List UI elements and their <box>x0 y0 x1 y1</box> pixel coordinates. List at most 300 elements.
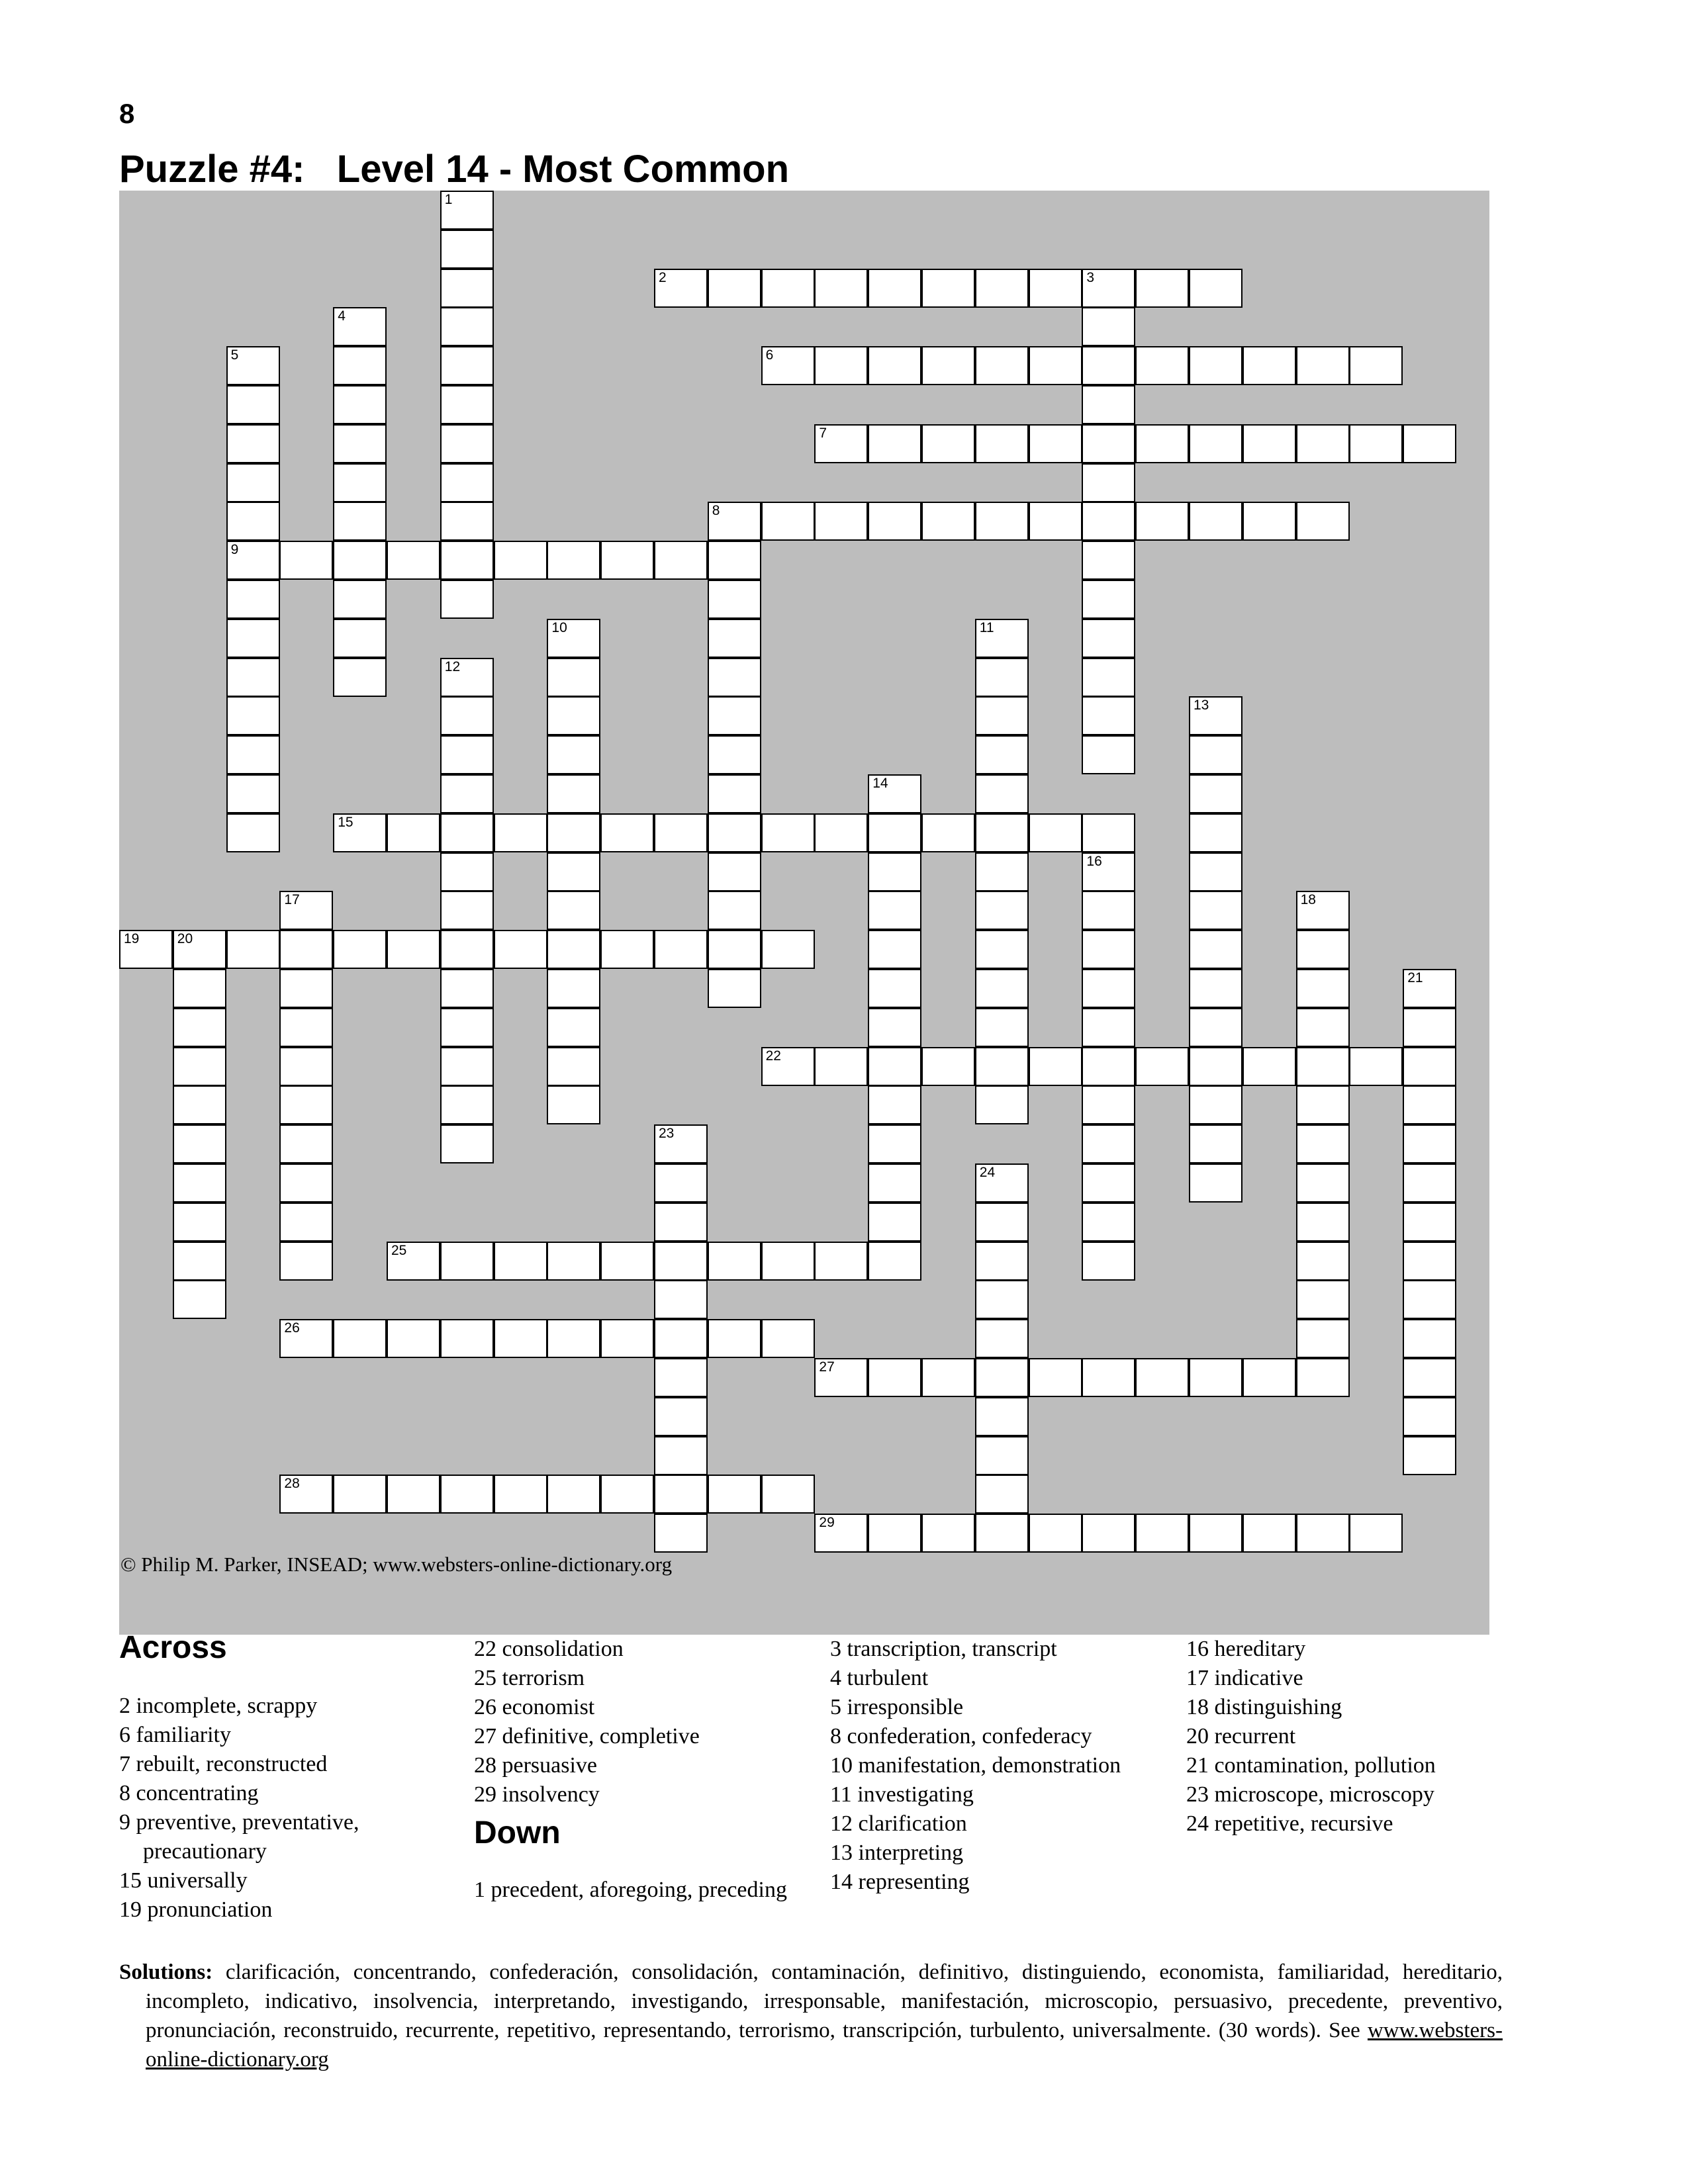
grid-cell[interactable] <box>1403 1085 1456 1124</box>
grid-cell[interactable] <box>440 1124 494 1163</box>
grid-cell[interactable] <box>1029 346 1082 385</box>
grid-cell[interactable] <box>1082 1514 1135 1553</box>
grid-cell[interactable] <box>1082 735 1135 774</box>
grid-cell[interactable] <box>654 930 708 969</box>
grid-cell[interactable] <box>547 852 600 891</box>
grid-cell[interactable] <box>1082 463 1135 502</box>
grid-cell[interactable] <box>440 813 494 852</box>
grid-cell[interactable] <box>387 813 440 852</box>
grid-cell[interactable] <box>761 930 815 969</box>
grid-cell[interactable] <box>1349 1514 1403 1553</box>
grid-cell[interactable] <box>226 502 280 541</box>
grid-cell[interactable] <box>654 1358 708 1397</box>
grid-cell[interactable] <box>226 424 280 463</box>
grid-cell[interactable] <box>1296 1242 1350 1281</box>
grid-cell[interactable] <box>279 891 333 930</box>
grid-cell[interactable] <box>1189 1008 1243 1047</box>
grid-cell[interactable] <box>975 1514 1029 1553</box>
grid-cell[interactable] <box>1135 269 1189 308</box>
grid-cell[interactable] <box>654 1319 708 1358</box>
grid-cell[interactable] <box>814 813 868 852</box>
grid-cell[interactable] <box>868 269 921 308</box>
grid-cell[interactable] <box>1082 1203 1135 1242</box>
grid-cell[interactable] <box>921 813 975 852</box>
grid-cell[interactable] <box>1082 930 1135 969</box>
grid-cell[interactable] <box>1082 502 1135 541</box>
grid-cell[interactable] <box>1189 1514 1243 1553</box>
grid-cell[interactable] <box>921 1514 975 1553</box>
grid-cell[interactable] <box>975 346 1029 385</box>
grid-cell[interactable] <box>119 930 173 969</box>
grid-cell[interactable] <box>440 346 494 385</box>
grid-cell[interactable] <box>708 969 761 1008</box>
grid-cell[interactable] <box>440 541 494 580</box>
grid-cell[interactable] <box>654 1203 708 1242</box>
grid-cell[interactable] <box>1029 1047 1082 1086</box>
grid-cell[interactable] <box>761 1242 815 1281</box>
grid-cell[interactable] <box>1243 346 1296 385</box>
grid-cell[interactable] <box>387 1242 440 1281</box>
grid-cell[interactable] <box>868 1203 921 1242</box>
grid-cell[interactable] <box>494 1475 547 1514</box>
grid-cell[interactable] <box>975 1242 1029 1281</box>
grid-cell[interactable] <box>547 696 600 735</box>
grid-cell[interactable] <box>547 658 600 697</box>
grid-cell[interactable] <box>440 502 494 541</box>
grid-cell[interactable] <box>814 502 868 541</box>
grid-cell[interactable] <box>440 774 494 813</box>
grid-cell[interactable] <box>1082 346 1135 385</box>
grid-cell[interactable] <box>440 1242 494 1281</box>
grid-cell[interactable] <box>1403 1203 1456 1242</box>
grid-cell[interactable] <box>226 813 280 852</box>
grid-cell[interactable] <box>333 813 387 852</box>
grid-cell[interactable] <box>440 1085 494 1124</box>
grid-cell[interactable] <box>173 1124 226 1163</box>
grid-cell[interactable] <box>868 1124 921 1163</box>
grid-cell[interactable] <box>975 930 1029 969</box>
grid-cell[interactable] <box>1135 1514 1189 1553</box>
grid-cell[interactable] <box>975 696 1029 735</box>
grid-cell[interactable] <box>868 1047 921 1086</box>
grid-cell[interactable] <box>975 774 1029 813</box>
grid-cell[interactable] <box>1349 1047 1403 1086</box>
grid-cell[interactable] <box>226 385 280 424</box>
grid-cell[interactable] <box>1189 1047 1243 1086</box>
grid-cell[interactable] <box>1082 424 1135 463</box>
grid-cell[interactable] <box>440 424 494 463</box>
grid-cell[interactable] <box>761 502 815 541</box>
grid-cell[interactable] <box>654 1514 708 1553</box>
grid-cell[interactable] <box>1403 1242 1456 1281</box>
grid-cell[interactable] <box>1403 1397 1456 1436</box>
grid-cell[interactable] <box>868 969 921 1008</box>
grid-cell[interactable] <box>1296 1280 1350 1319</box>
grid-cell[interactable] <box>975 735 1029 774</box>
grid-cell[interactable] <box>868 813 921 852</box>
grid-cell[interactable] <box>708 930 761 969</box>
grid-cell[interactable] <box>279 1242 333 1281</box>
grid-cell[interactable] <box>868 891 921 930</box>
grid-cell[interactable] <box>975 1203 1029 1242</box>
grid-cell[interactable] <box>1189 735 1243 774</box>
grid-cell[interactable] <box>975 1475 1029 1514</box>
grid-cell[interactable] <box>868 346 921 385</box>
grid-cell[interactable] <box>173 1203 226 1242</box>
grid-cell[interactable] <box>173 1280 226 1319</box>
grid-cell[interactable] <box>654 1436 708 1475</box>
grid-cell[interactable] <box>1296 1358 1350 1397</box>
grid-cell[interactable] <box>333 1319 387 1358</box>
grid-cell[interactable] <box>1135 424 1189 463</box>
grid-cell[interactable] <box>708 502 761 541</box>
grid-cell[interactable] <box>654 1475 708 1514</box>
grid-cell[interactable] <box>1403 1124 1456 1163</box>
grid-cell[interactable] <box>761 1047 815 1086</box>
grid-cell[interactable] <box>1135 1047 1189 1086</box>
grid-cell[interactable] <box>547 735 600 774</box>
grid-cell[interactable] <box>1082 1008 1135 1047</box>
grid-cell[interactable] <box>173 1085 226 1124</box>
grid-cell[interactable] <box>1189 346 1243 385</box>
grid-cell[interactable] <box>440 930 494 969</box>
grid-cell[interactable] <box>761 269 815 308</box>
grid-cell[interactable] <box>333 1475 387 1514</box>
grid-cell[interactable] <box>1243 1358 1296 1397</box>
grid-cell[interactable] <box>1403 1008 1456 1047</box>
grid-cell[interactable] <box>333 930 387 969</box>
grid-cell[interactable] <box>1189 269 1243 308</box>
grid-cell[interactable] <box>1082 813 1135 852</box>
grid-cell[interactable] <box>226 774 280 813</box>
grid-cell[interactable] <box>654 1242 708 1281</box>
grid-cell[interactable] <box>1082 852 1135 891</box>
grid-cell[interactable] <box>708 813 761 852</box>
grid-cell[interactable] <box>173 930 226 969</box>
grid-cell[interactable] <box>387 1319 440 1358</box>
grid-cell[interactable] <box>708 541 761 580</box>
grid-cell[interactable] <box>226 930 280 969</box>
grid-cell[interactable] <box>333 658 387 697</box>
grid-cell[interactable] <box>279 1319 333 1358</box>
grid-cell[interactable] <box>1403 969 1456 1008</box>
grid-cell[interactable] <box>279 930 333 969</box>
grid-cell[interactable] <box>440 230 494 269</box>
grid-cell[interactable] <box>440 852 494 891</box>
grid-cell[interactable] <box>494 1242 547 1281</box>
grid-cell[interactable] <box>654 1124 708 1163</box>
grid-cell[interactable] <box>1296 1319 1350 1358</box>
grid-cell[interactable] <box>975 502 1029 541</box>
grid-cell[interactable] <box>333 346 387 385</box>
grid-cell[interactable] <box>1029 502 1082 541</box>
grid-cell[interactable] <box>333 541 387 580</box>
grid-cell[interactable] <box>1029 1514 1082 1553</box>
grid-cell[interactable] <box>868 502 921 541</box>
grid-cell[interactable] <box>921 502 975 541</box>
grid-cell[interactable] <box>1135 1358 1189 1397</box>
grid-cell[interactable] <box>1082 891 1135 930</box>
grid-cell[interactable] <box>654 541 708 580</box>
grid-cell[interactable] <box>173 969 226 1008</box>
grid-cell[interactable] <box>1296 346 1350 385</box>
grid-cell[interactable] <box>1403 1436 1456 1475</box>
grid-cell[interactable] <box>547 541 600 580</box>
grid-cell[interactable] <box>814 1514 868 1553</box>
grid-cell[interactable] <box>1082 658 1135 697</box>
grid-cell[interactable] <box>1029 1358 1082 1397</box>
grid-cell[interactable] <box>226 696 280 735</box>
grid-cell[interactable] <box>708 580 761 619</box>
grid-cell[interactable] <box>1082 696 1135 735</box>
grid-cell[interactable] <box>1082 1047 1135 1086</box>
grid-cell[interactable] <box>1189 969 1243 1008</box>
grid-cell[interactable] <box>279 1163 333 1203</box>
grid-cell[interactable] <box>868 1085 921 1124</box>
grid-cell[interactable] <box>1243 502 1296 541</box>
grid-cell[interactable] <box>1189 813 1243 852</box>
grid-cell[interactable] <box>1296 930 1350 969</box>
grid-cell[interactable] <box>1082 1163 1135 1203</box>
grid-cell[interactable] <box>440 969 494 1008</box>
grid-cell[interactable] <box>494 930 547 969</box>
grid-cell[interactable] <box>494 813 547 852</box>
grid-cell[interactable] <box>279 1124 333 1163</box>
grid-cell[interactable] <box>1243 424 1296 463</box>
grid-cell[interactable] <box>1403 1319 1456 1358</box>
grid-cell[interactable] <box>173 1163 226 1203</box>
grid-cell[interactable] <box>654 1163 708 1203</box>
grid-cell[interactable] <box>1403 1280 1456 1319</box>
grid-cell[interactable] <box>1296 891 1350 930</box>
grid-cell[interactable] <box>1082 1358 1135 1397</box>
grid-cell[interactable] <box>1189 774 1243 813</box>
grid-cell[interactable] <box>173 1242 226 1281</box>
grid-cell[interactable] <box>708 619 761 658</box>
grid-cell[interactable] <box>708 1319 761 1358</box>
grid-cell[interactable] <box>440 1047 494 1086</box>
grid-cell[interactable] <box>173 1008 226 1047</box>
grid-cell[interactable] <box>868 1163 921 1203</box>
grid-cell[interactable] <box>975 1397 1029 1436</box>
grid-cell[interactable] <box>868 774 921 813</box>
grid-cell[interactable] <box>1349 424 1403 463</box>
grid-cell[interactable] <box>387 541 440 580</box>
grid-cell[interactable] <box>975 813 1029 852</box>
grid-cell[interactable] <box>1082 1242 1135 1281</box>
grid-cell[interactable] <box>440 580 494 619</box>
grid-cell[interactable] <box>1082 269 1135 308</box>
grid-cell[interactable] <box>708 269 761 308</box>
grid-cell[interactable] <box>1189 891 1243 930</box>
grid-cell[interactable] <box>708 774 761 813</box>
grid-cell[interactable] <box>600 1319 654 1358</box>
grid-cell[interactable] <box>975 1085 1029 1124</box>
grid-cell[interactable] <box>1135 502 1189 541</box>
grid-cell[interactable] <box>440 735 494 774</box>
grid-cell[interactable] <box>975 1163 1029 1203</box>
grid-cell[interactable] <box>761 1475 815 1514</box>
grid-cell[interactable] <box>654 269 708 308</box>
grid-cell[interactable] <box>547 813 600 852</box>
grid-cell[interactable] <box>387 1475 440 1514</box>
grid-cell[interactable] <box>708 735 761 774</box>
grid-cell[interactable] <box>921 424 975 463</box>
grid-cell[interactable] <box>440 269 494 308</box>
grid-cell[interactable] <box>333 385 387 424</box>
grid-cell[interactable] <box>1082 619 1135 658</box>
grid-cell[interactable] <box>814 1242 868 1281</box>
grid-cell[interactable] <box>761 813 815 852</box>
grid-cell[interactable] <box>226 735 280 774</box>
grid-cell[interactable] <box>226 619 280 658</box>
grid-cell[interactable] <box>1403 1358 1456 1397</box>
grid-cell[interactable] <box>494 541 547 580</box>
grid-cell[interactable] <box>279 1047 333 1086</box>
grid-cell[interactable] <box>868 852 921 891</box>
grid-cell[interactable] <box>975 852 1029 891</box>
grid-cell[interactable] <box>708 1242 761 1281</box>
grid-cell[interactable] <box>868 424 921 463</box>
grid-cell[interactable] <box>226 541 280 580</box>
grid-cell[interactable] <box>1029 424 1082 463</box>
grid-cell[interactable] <box>1243 1047 1296 1086</box>
grid-cell[interactable] <box>547 1008 600 1047</box>
grid-cell[interactable] <box>440 1008 494 1047</box>
grid-cell[interactable] <box>708 852 761 891</box>
grid-cell[interactable] <box>975 1047 1029 1086</box>
grid-cell[interactable] <box>1296 502 1350 541</box>
grid-cell[interactable] <box>1029 813 1082 852</box>
grid-cell[interactable] <box>921 1358 975 1397</box>
grid-cell[interactable] <box>708 891 761 930</box>
grid-cell[interactable] <box>1349 346 1403 385</box>
grid-cell[interactable] <box>173 1047 226 1086</box>
grid-cell[interactable] <box>1189 1358 1243 1397</box>
grid-cell[interactable] <box>1189 1163 1243 1203</box>
grid-cell[interactable] <box>226 580 280 619</box>
grid-cell[interactable] <box>547 891 600 930</box>
grid-cell[interactable] <box>440 191 494 230</box>
grid-cell[interactable] <box>1296 1047 1350 1086</box>
grid-cell[interactable] <box>440 658 494 697</box>
grid-cell[interactable] <box>600 813 654 852</box>
grid-cell[interactable] <box>708 696 761 735</box>
grid-cell[interactable] <box>1403 424 1456 463</box>
grid-cell[interactable] <box>975 269 1029 308</box>
grid-cell[interactable] <box>708 1475 761 1514</box>
grid-cell[interactable] <box>761 1319 815 1358</box>
grid-cell[interactable] <box>975 424 1029 463</box>
grid-cell[interactable] <box>921 346 975 385</box>
grid-cell[interactable] <box>600 930 654 969</box>
grid-cell[interactable] <box>1082 1124 1135 1163</box>
grid-cell[interactable] <box>333 424 387 463</box>
grid-cell[interactable] <box>1296 1124 1350 1163</box>
grid-cell[interactable] <box>1082 1085 1135 1124</box>
grid-cell[interactable] <box>1189 930 1243 969</box>
grid-cell[interactable] <box>1189 1085 1243 1124</box>
grid-cell[interactable] <box>279 1475 333 1514</box>
grid-cell[interactable] <box>440 891 494 930</box>
grid-cell[interactable] <box>868 1358 921 1397</box>
grid-cell[interactable] <box>279 969 333 1008</box>
grid-cell[interactable] <box>600 1475 654 1514</box>
grid-cell[interactable] <box>1189 696 1243 735</box>
grid-cell[interactable] <box>547 1085 600 1124</box>
grid-cell[interactable] <box>1296 969 1350 1008</box>
grid-cell[interactable] <box>1189 1124 1243 1163</box>
grid-cell[interactable] <box>333 580 387 619</box>
grid-cell[interactable] <box>975 891 1029 930</box>
grid-cell[interactable] <box>440 463 494 502</box>
grid-cell[interactable] <box>1403 1047 1456 1086</box>
grid-cell[interactable] <box>975 1280 1029 1319</box>
grid-cell[interactable] <box>226 658 280 697</box>
grid-cell[interactable] <box>975 1436 1029 1475</box>
grid-cell[interactable] <box>547 1242 600 1281</box>
grid-cell[interactable] <box>654 813 708 852</box>
grid-cell[interactable] <box>814 1047 868 1086</box>
grid-cell[interactable] <box>1135 346 1189 385</box>
grid-cell[interactable] <box>1243 1514 1296 1553</box>
grid-cell[interactable] <box>333 502 387 541</box>
grid-cell[interactable] <box>814 269 868 308</box>
grid-cell[interactable] <box>975 969 1029 1008</box>
grid-cell[interactable] <box>1082 385 1135 424</box>
grid-cell[interactable] <box>975 619 1029 658</box>
grid-cell[interactable] <box>333 619 387 658</box>
grid-cell[interactable] <box>440 385 494 424</box>
grid-cell[interactable] <box>814 346 868 385</box>
grid-cell[interactable] <box>1296 1514 1350 1553</box>
grid-cell[interactable] <box>975 658 1029 697</box>
grid-cell[interactable] <box>547 774 600 813</box>
grid-cell[interactable] <box>1189 502 1243 541</box>
grid-cell[interactable] <box>226 463 280 502</box>
grid-cell[interactable] <box>1189 424 1243 463</box>
grid-cell[interactable] <box>600 1242 654 1281</box>
grid-cell[interactable] <box>868 930 921 969</box>
grid-cell[interactable] <box>226 346 280 385</box>
grid-cell[interactable] <box>494 1319 547 1358</box>
grid-cell[interactable] <box>761 346 815 385</box>
grid-cell[interactable] <box>333 307 387 346</box>
grid-cell[interactable] <box>1296 1163 1350 1203</box>
grid-cell[interactable] <box>654 1397 708 1436</box>
grid-cell[interactable] <box>654 1280 708 1319</box>
grid-cell[interactable] <box>1296 1085 1350 1124</box>
grid-cell[interactable] <box>814 424 868 463</box>
grid-cell[interactable] <box>440 307 494 346</box>
grid-cell[interactable] <box>868 1242 921 1281</box>
grid-cell[interactable] <box>547 619 600 658</box>
grid-cell[interactable] <box>1403 1163 1456 1203</box>
solutions-link[interactable]: www.websters-online-dictionary.org <box>146 2019 1503 2071</box>
grid-cell[interactable] <box>279 541 333 580</box>
grid-cell[interactable] <box>708 658 761 697</box>
grid-cell[interactable] <box>1082 969 1135 1008</box>
grid-cell[interactable] <box>547 1319 600 1358</box>
grid-cell[interactable] <box>975 1319 1029 1358</box>
grid-cell[interactable] <box>1296 1203 1350 1242</box>
grid-cell[interactable] <box>921 1047 975 1086</box>
grid-cell[interactable] <box>1082 541 1135 580</box>
grid-cell[interactable] <box>547 930 600 969</box>
grid-cell[interactable] <box>547 1475 600 1514</box>
grid-cell[interactable] <box>1296 1008 1350 1047</box>
grid-cell[interactable] <box>814 1358 868 1397</box>
